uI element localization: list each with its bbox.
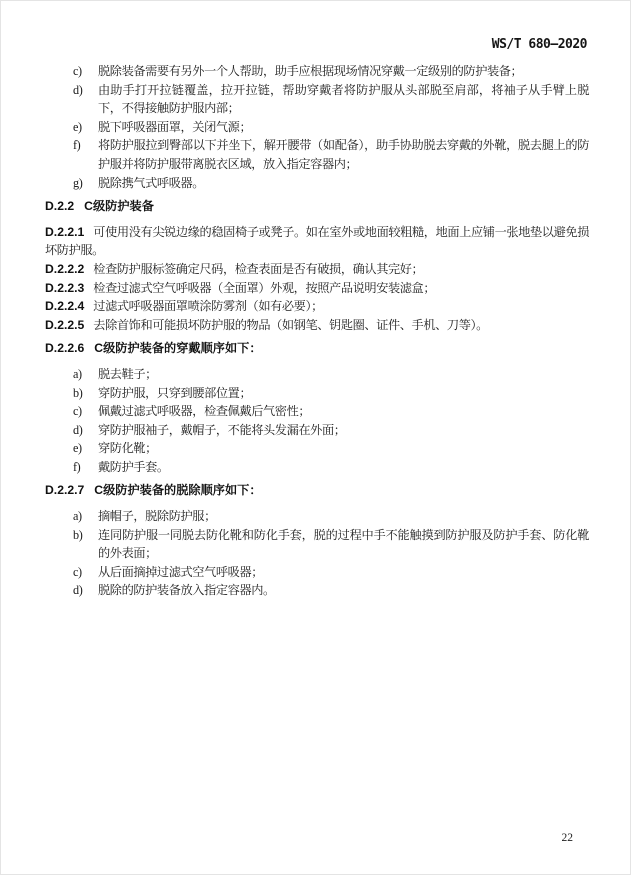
clause-d223 — [45, 279, 589, 298]
list-item — [45, 563, 589, 582]
section-heading-d226 — [45, 339, 589, 358]
clause-text: 检查过滤式空气呼吸器（全面罩）外观，按照产品说明安装滤盒； — [93, 280, 436, 295]
list-item-marker: f) — [73, 138, 81, 153]
section-number: D.2.2 — [45, 199, 75, 214]
clause-d225 — [45, 316, 589, 335]
list-item — [45, 384, 589, 403]
clause-number: D.2.2.1 — [45, 224, 85, 239]
list-item-marker: b) — [73, 527, 83, 542]
doffing-steps-list-b-level — [45, 62, 589, 192]
list-item — [45, 174, 589, 193]
clause-d222 — [45, 260, 589, 279]
clause-number: D.2.2.2 — [45, 261, 85, 276]
section-number: D.2.2.7 — [45, 483, 85, 498]
section-title: C级防护装备 — [84, 199, 154, 214]
clause-number: D.2.2.3 — [45, 280, 85, 295]
clause-number: D.2.2.4 — [45, 299, 85, 314]
clause-number: D.2.2.5 — [45, 317, 85, 332]
page-content — [45, 62, 589, 600]
list-item — [45, 136, 589, 173]
list-item-text: 脱下呼吸器面罩，关闭气源； — [98, 119, 252, 134]
clause-d221 — [45, 223, 589, 260]
list-item — [45, 62, 589, 81]
list-item-marker: g) — [73, 175, 83, 190]
list-item — [45, 439, 589, 458]
section-number: D.2.2.6 — [45, 341, 85, 356]
list-item — [45, 507, 589, 526]
list-item-text: 戴防护手套。 — [98, 459, 169, 474]
list-item-marker: a) — [73, 509, 82, 524]
clause-text: 可使用没有尖锐边缘的稳固椅子或凳子。如在室外或地面较粗糙，地面上应铺一张地垫以避免损坏防护服。 — [45, 224, 589, 258]
section-title: C级防护装备的脱除顺序如下： — [94, 483, 262, 498]
list-item-marker: b) — [73, 385, 83, 400]
list-item-marker: e) — [73, 441, 82, 456]
list-item-text: 由助手打开拉链覆盖，拉开拉链，帮助穿戴者将防护服从头部脱至肩部，将袖子从手臂上脱下，不得接触防护服内部； — [98, 82, 589, 116]
clause-text: 过滤式呼吸器面罩喷涂防雾剂（如有必要）； — [93, 299, 323, 314]
list-item-marker: c) — [73, 404, 82, 419]
list-item — [45, 421, 589, 440]
list-item — [45, 526, 589, 563]
section-heading-d227 — [45, 481, 589, 500]
list-item — [45, 81, 589, 118]
clause-text: 去除首饰和可能损坏防护服的物品（如钢笔、钥匙圈、证件、手机、刀等）。 — [93, 317, 488, 332]
list-item-text: 连同防护服一同脱去防化靴和防化手套，脱的过程中手不能触摸到防护服及防护手套、防化靴的外表面； — [98, 527, 589, 561]
list-item-text: 脱去鞋子； — [98, 366, 157, 381]
list-item — [45, 458, 589, 477]
doffing-order-list — [45, 507, 589, 600]
list-item-text: 从后面摘掉过滤式空气呼吸器； — [98, 564, 264, 579]
list-item — [45, 402, 589, 421]
donning-order-list — [45, 365, 589, 477]
clause-text: 检查防护服标签确定尺码，检查表面是否有破损，确认其完好； — [93, 261, 424, 276]
list-item-text: 脱除装备需要有另外一个人帮助，助手应根据现场情况穿戴一定级别的防护装备； — [98, 64, 523, 78]
list-item-marker: d) — [73, 583, 83, 598]
page-number: 22 — [561, 832, 573, 844]
list-item-marker: e) — [73, 119, 82, 134]
list-item-text: 穿防化靴； — [98, 441, 157, 456]
clause-d224 — [45, 297, 589, 316]
list-item-marker: d) — [73, 82, 83, 97]
list-item-text: 脱除携气式呼吸器。 — [98, 175, 205, 190]
list-item-text: 佩戴过滤式呼吸器，检查佩戴后气密性； — [98, 404, 311, 419]
list-item-marker: c) — [73, 64, 82, 78]
list-item — [45, 365, 589, 384]
list-item-text: 穿防护服袖子，戴帽子，不能将头发漏在外面； — [98, 422, 346, 437]
list-item-text: 脱除的防护装备放入指定容器内。 — [98, 583, 275, 598]
list-item-marker: d) — [73, 422, 83, 437]
list-item-text: 穿防护服，只穿到腰部位置； — [98, 385, 252, 400]
list-item-marker: c) — [73, 564, 82, 579]
list-item-marker: a) — [73, 366, 82, 381]
list-item — [45, 581, 589, 600]
list-item-text: 将防护服拉到臀部以下并坐下，解开腰带（如配备），助手协助脱去穿戴的外靴，脱去腿上的防护服并将防护服带离脱衣区域，放入指定容器内； — [98, 138, 589, 171]
section-title: C级防护装备的穿戴顺序如下： — [94, 341, 262, 356]
list-item-text: 摘帽子，脱除防护服； — [98, 509, 216, 524]
section-heading-d22 — [45, 197, 589, 216]
standard-code-header: WS/T 680—2020 — [491, 37, 587, 52]
list-item-marker: f) — [73, 459, 81, 474]
list-item — [45, 118, 589, 137]
